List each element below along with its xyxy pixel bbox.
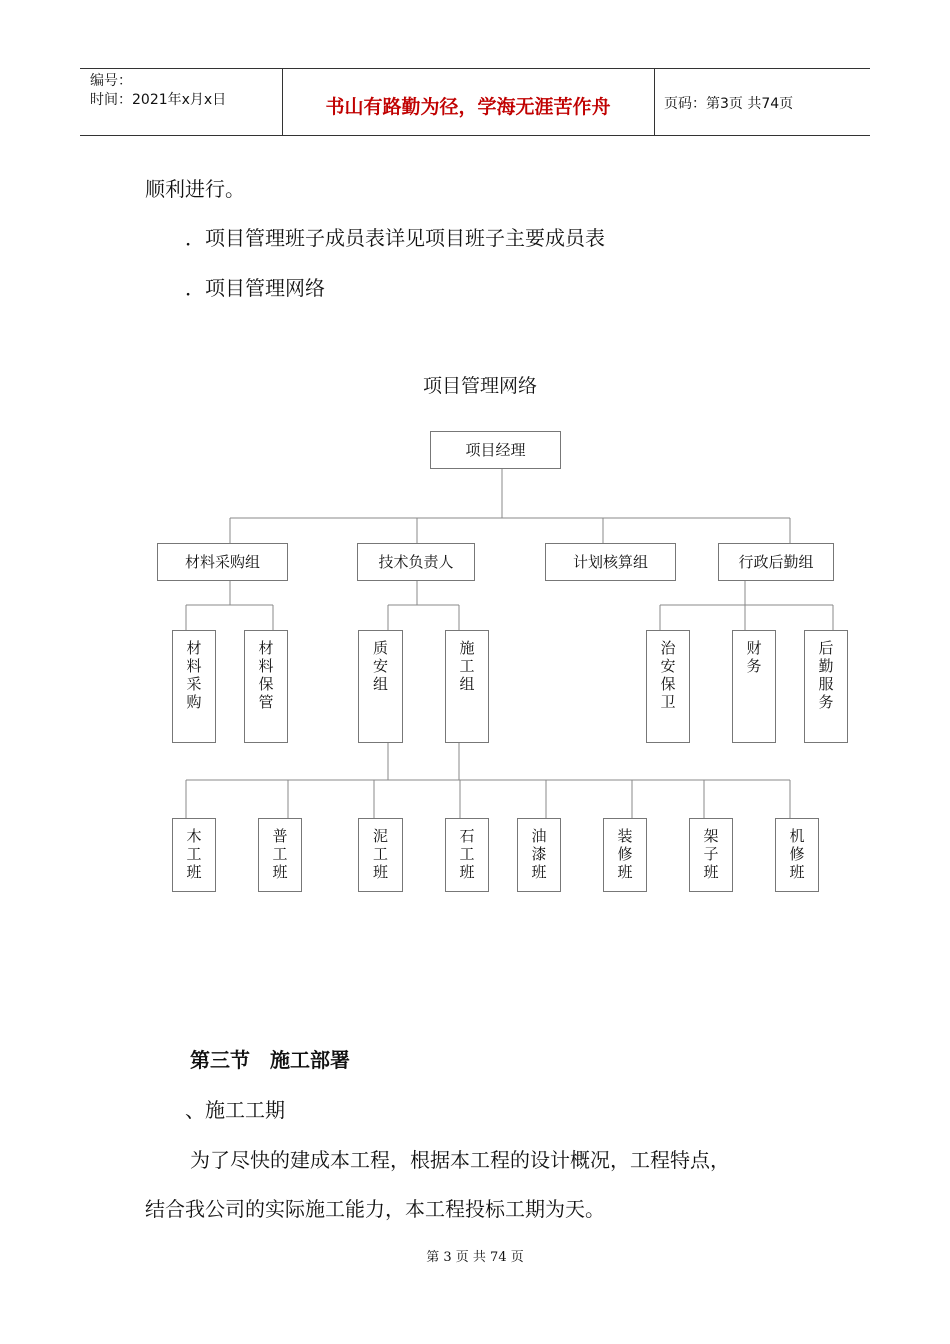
header-page-info: 页码：第3页 共74页	[664, 96, 794, 112]
org-sub-label: 质安组	[373, 639, 389, 693]
org-team-label: 石工班	[459, 827, 475, 881]
org-team-label: 油漆班	[531, 827, 547, 881]
org-group-technical	[357, 543, 475, 581]
org-team-carpentry	[172, 818, 216, 892]
header-motto: 书山有路勤为径，学海无涯苦作舟	[325, 96, 611, 118]
org-sub-purchase	[172, 630, 216, 743]
page-footer: 第 3 页 共 74 页	[426, 1250, 524, 1265]
org-sub-finance	[732, 630, 776, 743]
org-team-label: 机修班	[789, 827, 805, 881]
org-sub-label: 后勤服务	[818, 639, 834, 711]
org-sub-construction	[445, 630, 489, 743]
org-team-general	[258, 818, 302, 892]
org-sub-label: 材料保管	[258, 639, 274, 711]
org-group-admin	[718, 543, 834, 581]
org-group-label: 技术负责人	[378, 553, 454, 571]
org-team-masonry	[358, 818, 403, 892]
org-group-label: 行政后勤组	[738, 553, 814, 571]
org-team-label: 架子班	[703, 827, 719, 881]
org-team-painting	[517, 818, 561, 892]
body-line-3: ．项目管理网络	[185, 276, 325, 300]
org-team-label: 泥工班	[373, 827, 389, 881]
org-team-label: 装修班	[617, 827, 633, 881]
chart-title: 项目管理网络	[422, 375, 537, 397]
body-line-1: 顺利进行。	[145, 177, 245, 201]
org-group-planning	[545, 543, 676, 581]
org-team-label: 普工班	[272, 827, 288, 881]
org-group-label: 材料采购组	[184, 553, 260, 571]
org-team-stone	[445, 818, 489, 892]
section-heading: 第三节 施工部署	[190, 1048, 350, 1072]
org-sub-quality	[358, 630, 403, 743]
org-sub-label: 财务	[746, 639, 762, 675]
org-sub-logistics	[804, 630, 848, 743]
org-root-box	[430, 431, 561, 469]
org-sub-label: 治安保卫	[660, 639, 676, 711]
org-sub-storage	[244, 630, 288, 743]
org-group-label: 计划核算组	[572, 553, 648, 571]
header-time: 时间：2021年x月x日	[90, 92, 227, 108]
org-sub-label: 材料采购	[186, 639, 202, 711]
section-item: 、施工工期	[185, 1098, 285, 1122]
org-root-label: 项目经理	[465, 441, 526, 459]
section-paragraph-2: 结合我公司的实际施工能力，本工程投标工期为天。	[145, 1197, 605, 1221]
org-team-machinery	[775, 818, 819, 892]
org-sub-security	[646, 630, 690, 743]
section-paragraph-1: 为了尽快的建成本工程，根据本工程的设计概况，工程特点，	[190, 1148, 730, 1172]
org-sub-label: 施工组	[459, 639, 475, 693]
body-line-2: ．项目管理班子成员表详见项目班子主要成员表	[185, 226, 605, 250]
header-code: 编号：	[90, 73, 132, 89]
org-group-materials	[157, 543, 288, 581]
org-team-label: 木工班	[186, 827, 202, 881]
org-team-scaffolding	[689, 818, 733, 892]
org-team-decoration	[603, 818, 647, 892]
